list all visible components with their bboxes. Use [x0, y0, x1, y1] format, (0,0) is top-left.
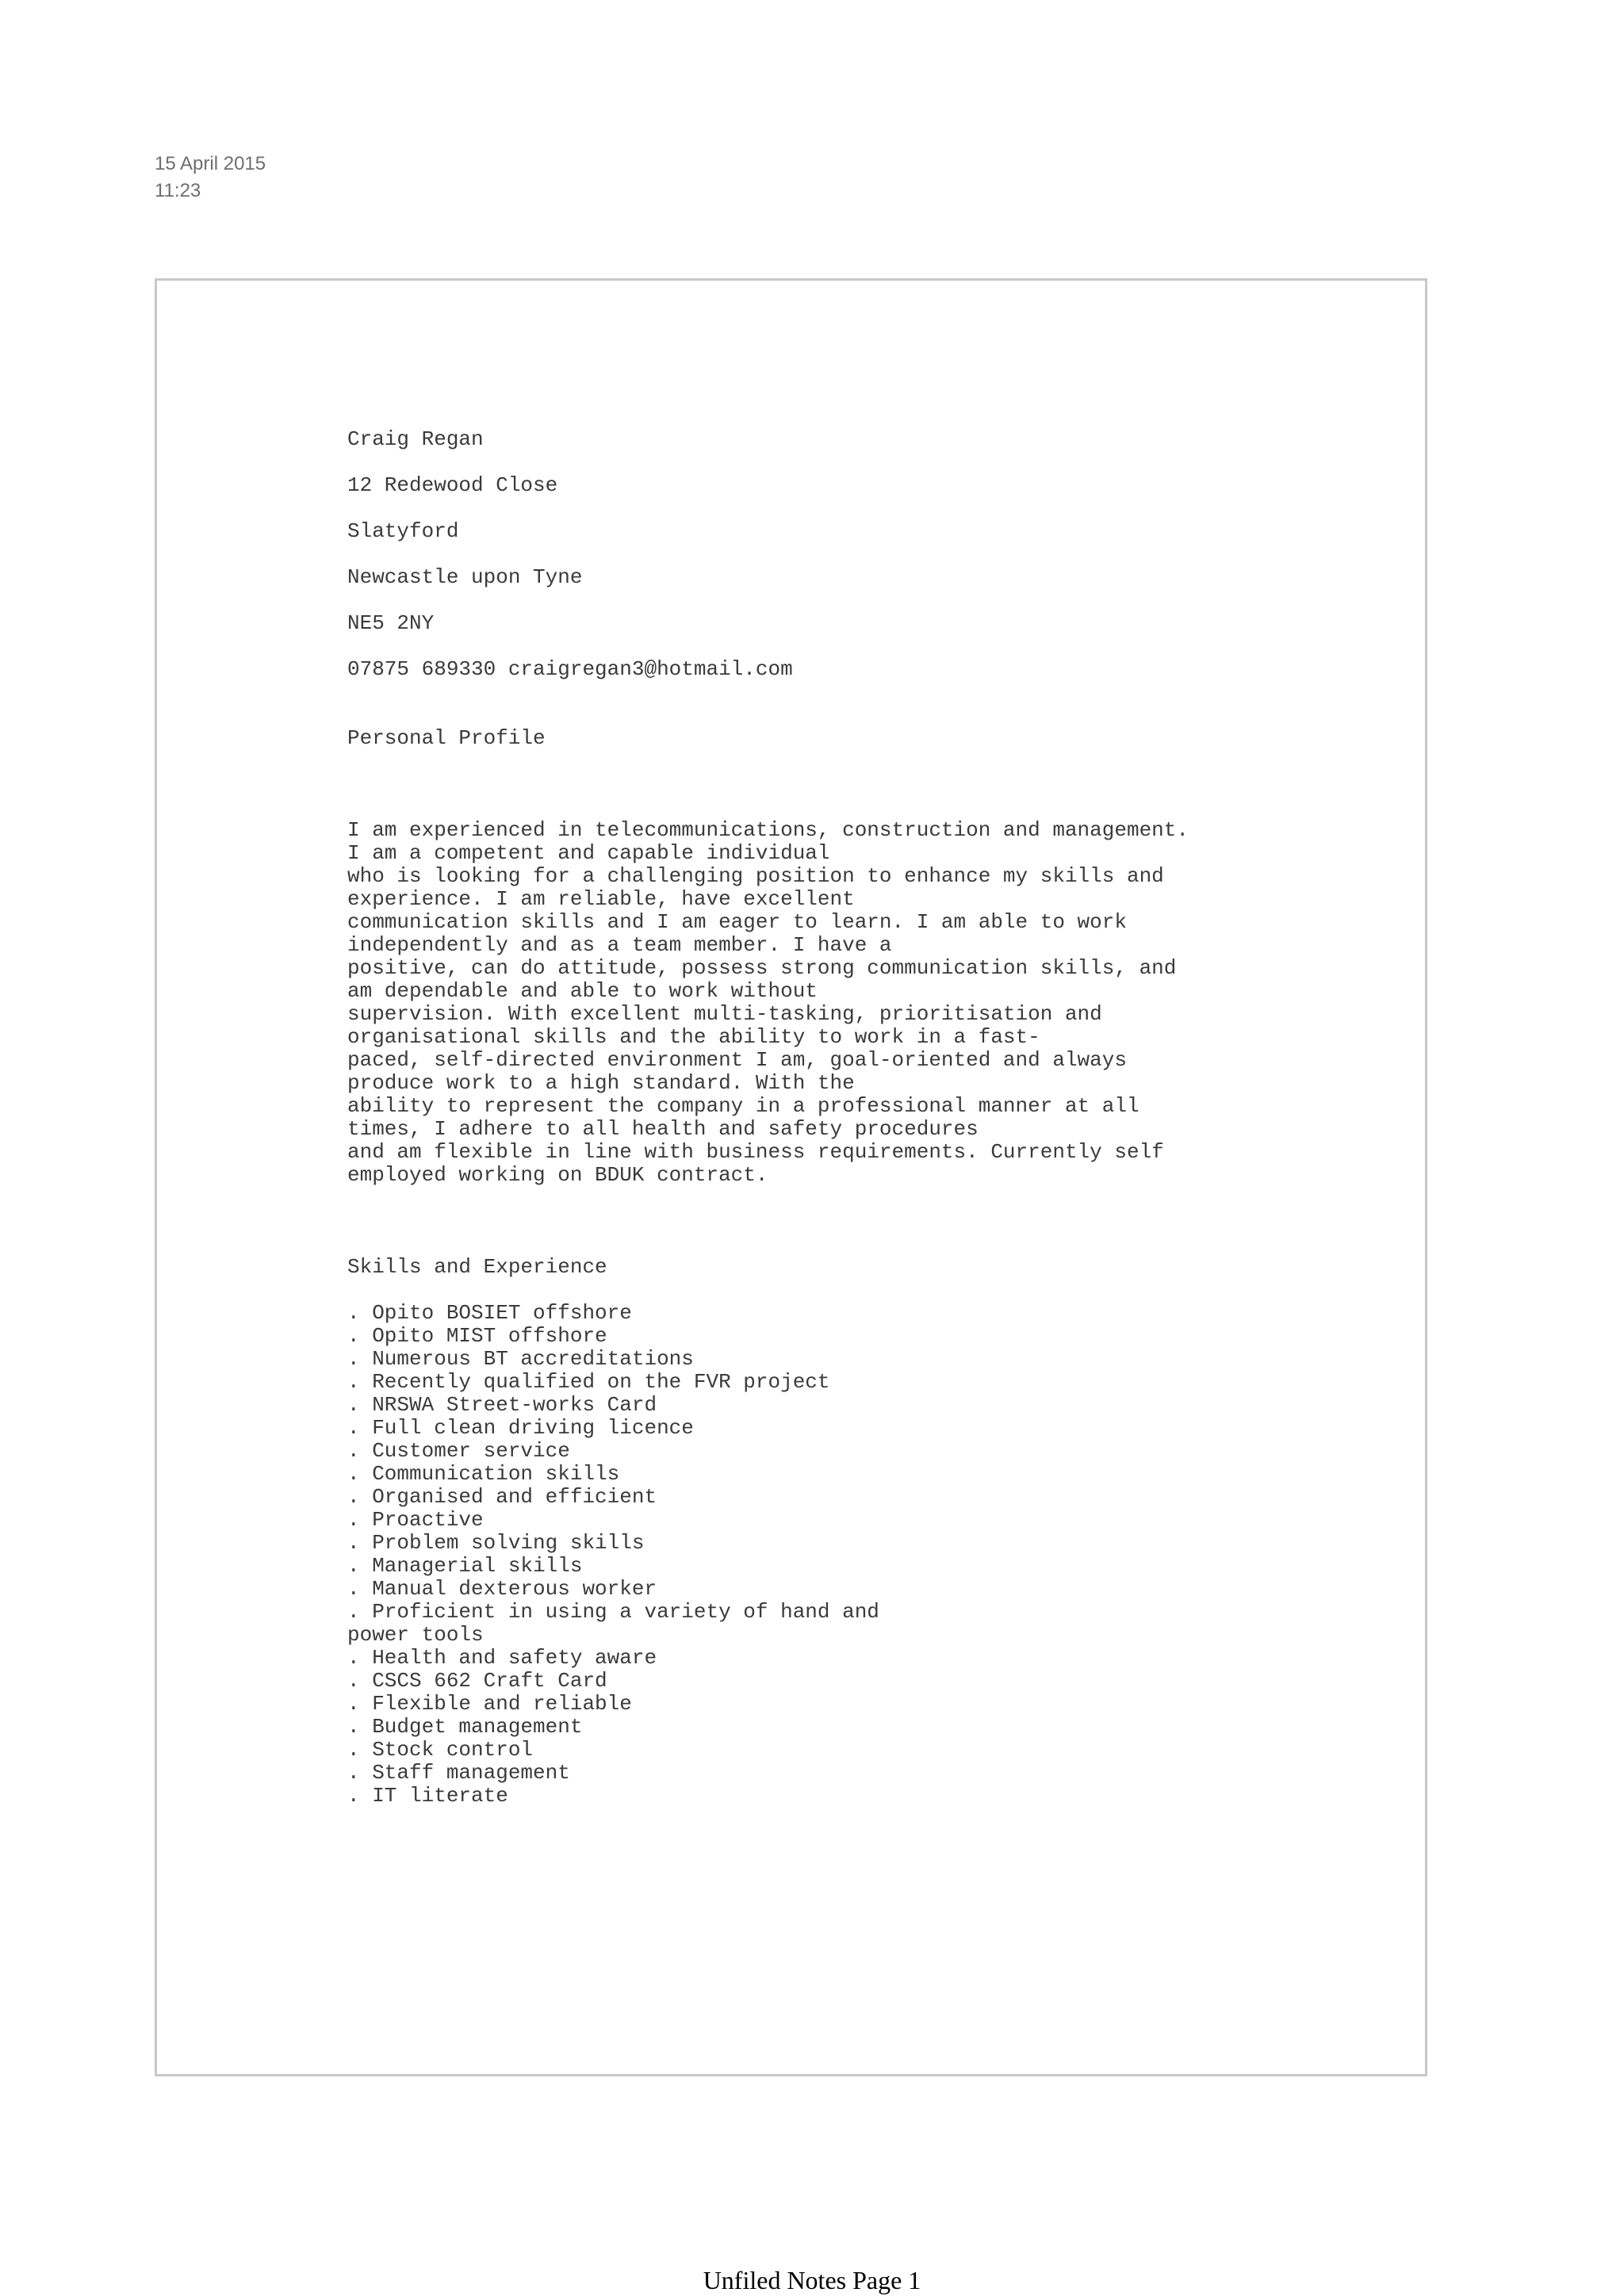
skill-item: . Organised and efficient: [347, 1485, 657, 1509]
skill-item: . Opito MIST offshore: [347, 1324, 607, 1348]
profile-text: [347, 819, 1189, 1187]
address-line: 12 Redewood Close: [347, 473, 558, 497]
profile-line: produce work to a high standard. With the: [347, 1071, 855, 1095]
skill-item: power tools: [347, 1623, 484, 1647]
skill-item: . Proficient in using a variety of hand and: [347, 1600, 879, 1624]
skill-item: . Numerous BT accreditations: [347, 1347, 694, 1371]
profile-line: who is looking for a challenging position to enhance my skills and: [347, 864, 1164, 888]
profile-line: and am flexible in line with business requirements. Currently self: [347, 1140, 1164, 1164]
profile-line: positive, can do attitude, possess strong communication skills, and: [347, 956, 1177, 980]
profile-line: employed working on BDUK contract.: [347, 1163, 768, 1187]
skill-item: . Recently qualified on the FVR project: [347, 1370, 830, 1394]
skill-item: . Problem solving skills: [347, 1531, 645, 1555]
skills-list: [347, 1302, 1189, 1808]
skill-item: . Staff management: [347, 1761, 570, 1785]
profile-line: independently and as a team member. I have a: [347, 933, 892, 957]
address-line: Slatyford: [347, 519, 459, 543]
profile-line: I am a competent and capable individual: [347, 841, 830, 865]
profile-line: I am experienced in telecommunications, construction and management.: [347, 818, 1189, 842]
profile-line: supervision. With excellent multi-tasking, prioritisation and: [347, 1002, 1102, 1026]
skill-item: . Customer service: [347, 1439, 570, 1463]
address-line: NE5 2NY: [347, 611, 435, 635]
profile-line: ability to represent the company in a professional manner at all: [347, 1094, 1139, 1118]
skill-item: . Proactive: [347, 1508, 484, 1532]
address-line: Newcastle upon Tyne: [347, 565, 583, 589]
skill-item: . CSCS 662 Craft Card: [347, 1669, 607, 1693]
profile-line: times, I adhere to all health and safety procedures: [347, 1117, 979, 1141]
skill-item: . NRSWA Street-works Card: [347, 1393, 657, 1417]
skills-heading: Skills and Experience: [347, 1255, 607, 1279]
skill-item: . Managerial skills: [347, 1554, 583, 1578]
profile-line: communication skills and I am eager to learn. I am able to work: [347, 910, 1127, 934]
skill-item: . Stock control: [347, 1738, 534, 1762]
cv-name: Craig Regan: [347, 427, 484, 451]
contact-block: [347, 428, 1189, 681]
cv-document: [347, 428, 1189, 1808]
skill-item: . Budget management: [347, 1715, 583, 1739]
skill-item: . Manual dexterous worker: [347, 1577, 657, 1601]
skill-item: . Full clean driving licence: [347, 1416, 694, 1440]
profile-heading: Personal Profile: [347, 726, 546, 750]
skill-item: . Opito BOSIET offshore: [347, 1301, 632, 1325]
skill-item: . Flexible and reliable: [347, 1692, 632, 1716]
profile-line: paced, self-directed environment I am, goal-oriented and always: [347, 1048, 1127, 1072]
profile-line: organisational skills and the ability to work in a fast-: [347, 1025, 1040, 1049]
note-date: 15 April 2015: [155, 153, 266, 174]
note-time: 11:23: [155, 180, 201, 201]
skill-item: . IT literate: [347, 1784, 508, 1808]
page-footer: Unfiled Notes Page 1: [703, 2266, 921, 2294]
skill-item: . Health and safety aware: [347, 1646, 657, 1670]
contact-line: 07875 689330 craigregan3@hotmail.com: [347, 657, 793, 681]
skill-item: . Communication skills: [347, 1462, 620, 1486]
note-metadata: [155, 151, 266, 205]
profile-line: am dependable and able to work without: [347, 979, 818, 1003]
profile-line: experience. I am reliable, have excellent: [347, 887, 855, 911]
